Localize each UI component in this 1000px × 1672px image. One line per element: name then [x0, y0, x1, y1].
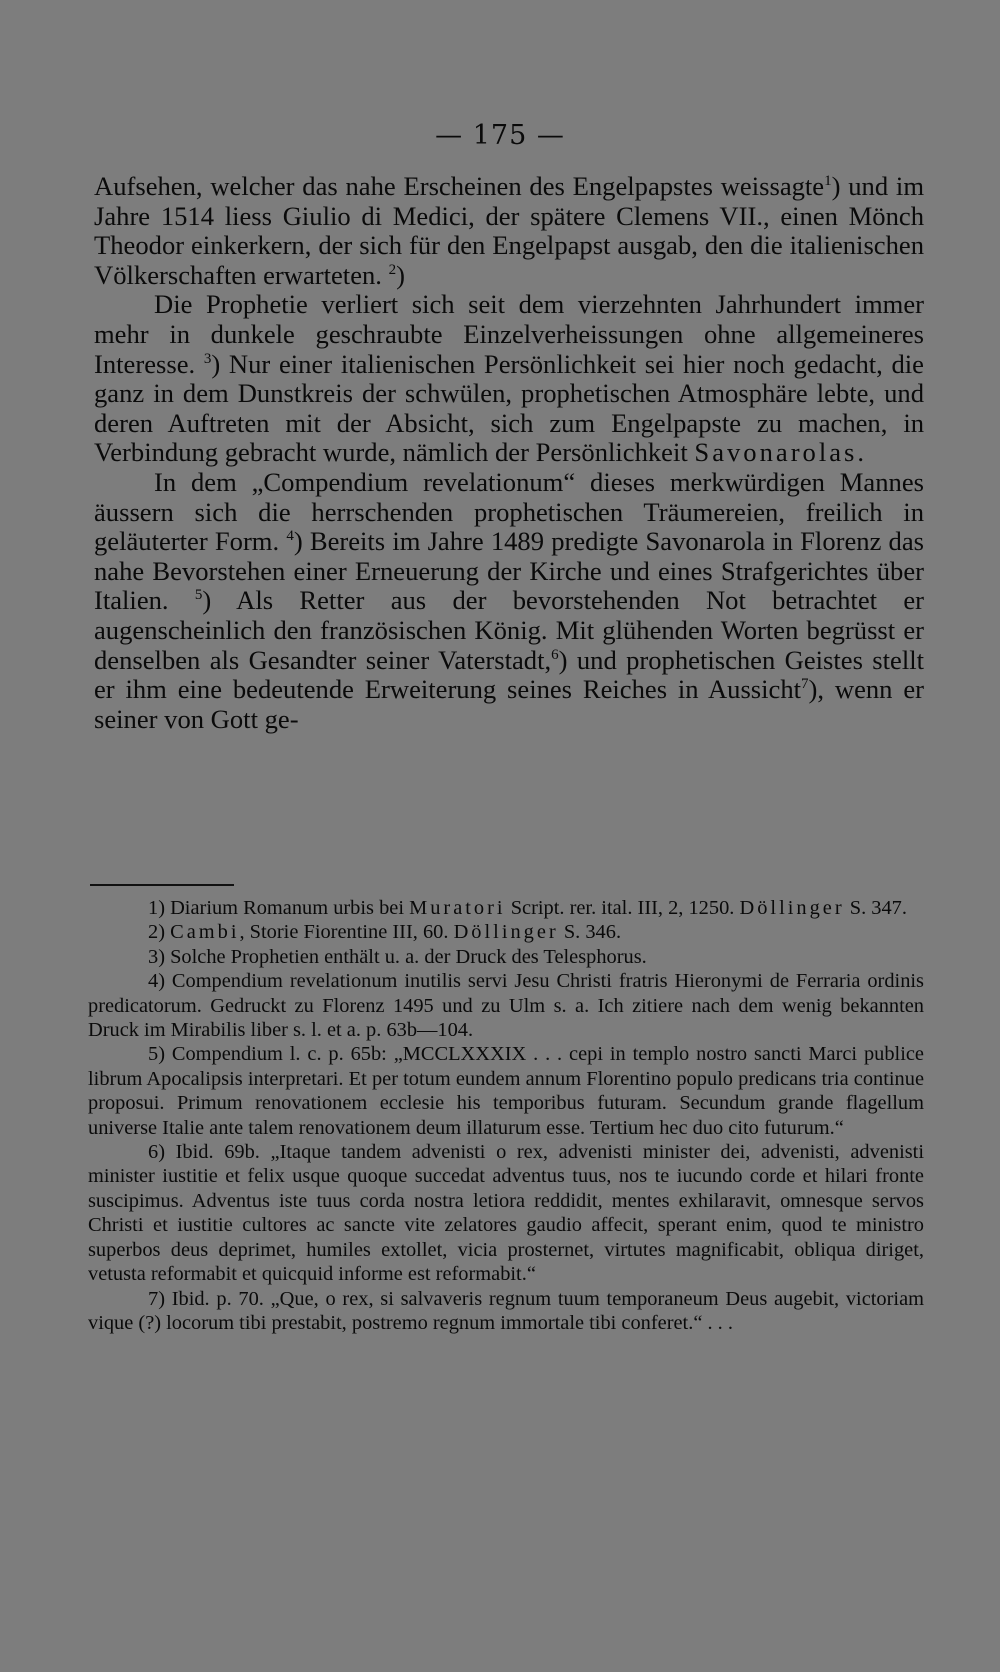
footnote-ref-1[interactable]: 1 — [824, 173, 832, 190]
text-run: , Storie Fiorentine III, 60. — [239, 921, 449, 944]
footnote-4: 4) Compendium revelationum inutilis servi Jesu Christi fratris Hieronymi de Ferraria ordinis predicatorum. Gedruckt zu Florenz 1495 und zu Ulm s. a. Ich zitiere nach dem wenig bekannten Druck im Mirabilis liber s. l. et a. p. 63b—104. — [88, 970, 924, 1042]
text-run: ) — [396, 259, 405, 290]
footnote-6: 6) Ibid. 69b. „Itaque tandem advenisti o rex, advenisti minister dei, advenisti, advenisti minister iustitie et felix usque quoque succedat adventus tuus, nos te iucundo corde et hilari fronte suscipimus. Adventus iste tuus corda nostra letiora reddidit, mentes exhilaravit, omnesque servos Christi et iustitie cultores ac sancte vite zelatores gaudio affecit, sperant enim, quod te ministro superbos deus deprimet, humiles extollet, vicia prosternet, virtutes magnificabit, obliqua diriget, vetusta reformabit et quicquid informe est reformabit.“ — [88, 1141, 924, 1286]
text-run: ), wenn er seiner von Gott ge- — [94, 674, 924, 734]
text-run: ) Als Retter aus der bevorstehenden Not betrachtet er augenscheinlich den französischen König. Mit glühenden Worten begrüsst er denselben als Gesandter seiner Vaterstadt, — [94, 585, 924, 675]
footnote-ref-2[interactable]: 2 — [388, 261, 397, 278]
text-run: Aufsehen, welcher das nahe Erscheinen des Engelpapstes weissagte — [94, 171, 825, 201]
spaced-name-muratori: Muratori — [409, 897, 506, 919]
text-run: ) und im Jahre 1514 liess Giulio di Medici, der spätere Clemens VII., einen Mönch Theodor einkerkern, der sich für den Engelpapst ausgab, den die italienischen Völkerschaften erwarteten. — [94, 171, 925, 290]
text-run: ) Bereits im Jahre 1489 predigte Savonarola in Florenz das nahe Bevorstehen einer Erneuerung der Kirche und eines Strafgerichtes über Italien. — [94, 526, 924, 616]
text-run: ) und prophetischen Geistes stellt er ihm eine bedeutende Erweiterung seines Reiches in Aussicht — [94, 644, 925, 705]
footnote-3: 3) Solche Prophetien enthält u. a. der Druck des Telesphorus. — [148, 945, 647, 968]
footnote-divider — [90, 884, 234, 886]
text-run: ) Nur einer italienischen Persönlichkeit sei hier noch gedacht, die ganz in dem Dunstkreis der schwülen, prophetischen Atmosphäre lebte, und deren Auftreten mit der Absicht, sich zum Engelpapste zu machen, in Verbindung gebracht wurde, nämlich der Persönlichkeit — [94, 348, 924, 468]
text-run: S. 346. — [563, 921, 622, 944]
paragraph-2 — [94, 290, 924, 468]
text-run: S. 347. — [849, 897, 907, 919]
footnote-ref-3[interactable]: 3 — [203, 350, 212, 367]
footnote-ref-7[interactable]: 7 — [801, 676, 809, 693]
spaced-name-cambi: Cambi — [170, 921, 240, 944]
footnote-ref-6[interactable]: 6 — [551, 646, 559, 663]
main-text — [94, 172, 924, 734]
footnotes — [88, 896, 924, 1335]
paragraph-3 — [94, 468, 924, 734]
text-run: Die Prophetie verliert sich seit dem vierzehnten Jahrhundert immer mehr in dunkele geschraubte Einzelverheissungen ohne allgemeineres Interesse. — [94, 289, 924, 379]
spaced-name-doellinger: Döllinger — [739, 897, 845, 919]
page-number: — 175 — — [435, 120, 565, 151]
footnote-5: 5) Compendium l. c. p. 65b: „MCCLXXXIX . . . cepi in templo nostro sancti Marci publice librum Apocalipsis interpretari. Et per totum eundem annum Florentino populo predicans tria continue proposui. Primum renovationem ecclesie his temporibus futuram. Secundum grande flagellum universe Italie ante talem renovationem deum illaturum esse. Tertium hec duo cito futurum.“ — [88, 1043, 924, 1139]
footnote-ref-4[interactable]: 4 — [286, 528, 294, 545]
text-run: In dem „Compendium revelationum“ dieses merkwürdigen Mannes äussern sich die herrschenden prophetischen Träumereien, freilich in geläuterter Form. — [94, 466, 924, 557]
text-run: Script. rer. ital. III, 2, 1250. — [510, 897, 735, 919]
text-run: 2) — [148, 921, 165, 944]
spaced-name-savonarola: Savonarolas — [694, 437, 858, 468]
footnote-2 — [88, 920, 924, 944]
text-run: . — [857, 437, 865, 468]
footnote-ref-5[interactable]: 5 — [194, 587, 203, 604]
footnote-1 — [88, 896, 924, 920]
footnote-7: 7) Ibid. p. 70. „Que, o rex, si salvaveris regnum tuum temporaneum Deus augebit, victoriam vique (?) locorum tibi prestabit, postremo regnum immortale tibi conferet.“ . . . — [88, 1287, 924, 1334]
paragraph-1 — [94, 172, 924, 290]
spaced-name-doellinger: Döllinger — [453, 921, 559, 944]
text-run: 1) Diarium Romanum urbis bei — [148, 897, 404, 919]
